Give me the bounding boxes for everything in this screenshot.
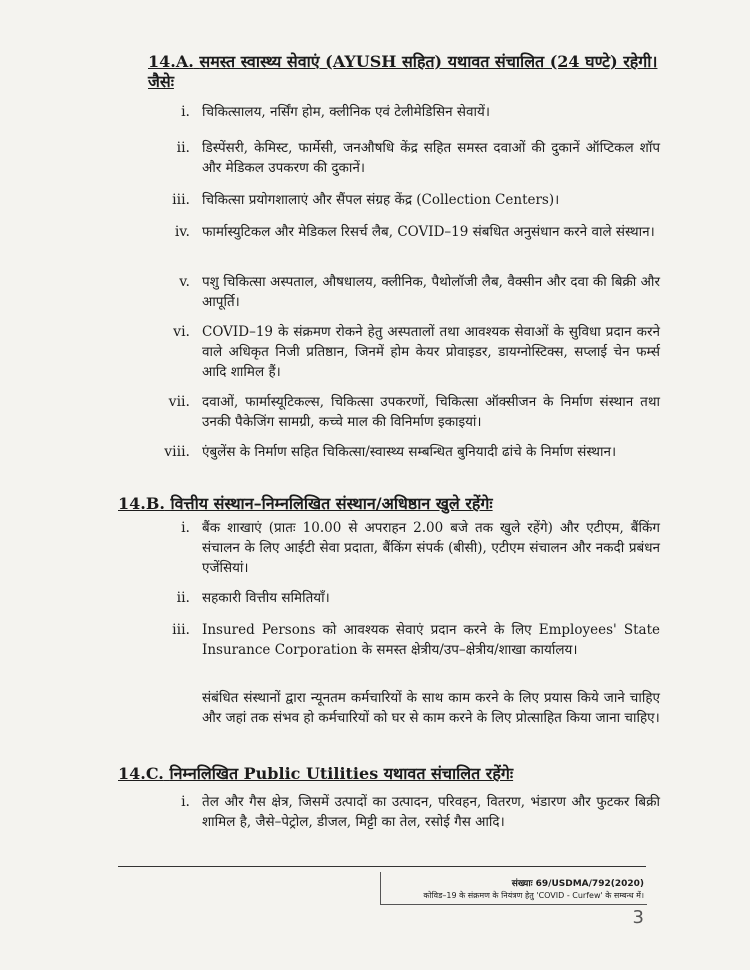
item-text: बैंक शाखाएं (प्रातः 10.00 से अपराहन 2.00 बजे तक खुले रहेंगे) और एटीएम, बैंकिंग संचालन के लिए आईटी सेवा प्रदाता, बैंकिंग संपर्क (बीसी), एटीएम संचालन और नकदी प्रबंधन एजेंसियां। bbox=[202, 520, 660, 576]
footer-divider bbox=[118, 866, 646, 867]
item-number: viii. bbox=[164, 444, 190, 460]
item-number: vi. bbox=[173, 324, 190, 340]
item-number: i. bbox=[181, 794, 190, 810]
item-text: चिकित्सा प्रयोगशालाएं और सैंपल संग्रह केंद्र (Collection Centers)। bbox=[202, 192, 560, 208]
section-title: वित्तीय संस्थान–निम्नलिखित संस्थान/अधिष्ठान खुले रहेंगेः bbox=[170, 494, 493, 513]
item-text: चिकित्सालय, नर्सिंग होम, क्लीनिक एवं टेलीमेडिसिन सेवायें। bbox=[202, 104, 490, 120]
section-title: समस्त स्वास्थ्य सेवाएं (AYUSH सहित) यथावत संचालित (24 घण्टे) रहेगी। bbox=[199, 52, 658, 71]
item-text: तेल और गैस क्षेत्र, जिसमें उत्पादों का उत्पादन, परिवहन, वितरण, भंडारण और फुटकर बिक्री शामिल है, जैसे–पेट्रोल, डीजल, मिट्टी का तेल, रसोई गैस आदि। bbox=[202, 794, 660, 830]
item-text: डिस्पेंसरी, केमिस्ट, फार्मेसी, जनऔषधि केंद्र सहित समस्त दवाओं की दुकानें ऑप्टिकल शॉप और मेडिकल उपकरण की दुकानें। bbox=[202, 140, 660, 176]
section-heading-14b bbox=[118, 492, 493, 514]
item-text: एंबुलेंस के निर्माण सहित चिकित्सा/स्वास्थ्य सम्बन्धित बुनियादी ढांचे के निर्माण संस्थान। bbox=[202, 444, 617, 460]
footer-reference: संख्याः 69/USDMA/792(2020) bbox=[511, 879, 644, 889]
item-number: iii. bbox=[172, 622, 190, 638]
item-number: iv. bbox=[174, 224, 190, 240]
footer-subject: कोविड–19 के संक्रमण के नियंत्रण हेतु 'COVID - Curfew' के सम्बन्ध में। bbox=[423, 891, 644, 900]
section-heading-14a bbox=[148, 50, 657, 72]
section-heading-14c bbox=[118, 762, 513, 784]
section-subheading: जैसेः bbox=[148, 72, 174, 91]
item-text: COVID–19 के संक्रमण रोकने हेतु अस्पतालों तथा आवश्यक सेवाओं के सुविधा प्रदान करने वाले अधिकृत निजी प्रतिष्ठान, जिनमें होम केयर प्रोवाइडर, डायग्नोस्टिक्स, सप्लाई चेन फर्म्स आदि शामिल हैं। bbox=[202, 324, 660, 380]
item-text: दवाओं, फार्मास्यूटिकल्स, चिकित्सा उपकरणों, चिकित्सा ऑक्सीजन के निर्माण संस्थान तथा उनकी पैकेजिंग सामग्री, कच्चे माल की विनिर्माण इकाइयां। bbox=[202, 394, 660, 430]
item-text: सहकारी वित्तीय समितियाँ। bbox=[202, 590, 330, 606]
item-number: v. bbox=[179, 274, 190, 290]
item-text: फार्मास्युटिकल और मेडिकल रिसर्च लैब, COVID–19 संबधित अनुसंधान करने वाले संस्थान। bbox=[202, 224, 655, 240]
item-number: i. bbox=[181, 520, 190, 536]
item-number: ii. bbox=[176, 140, 190, 156]
item-number: ii. bbox=[176, 590, 190, 606]
item-number: i. bbox=[181, 104, 190, 120]
section-number: 14.C. bbox=[118, 764, 164, 783]
section-note: संबंधित संस्थानों द्वारा न्यूनतम कर्मचारियों के साथ काम करने के लिए प्रयास किये जाने चाहिए और जहां तक संभव हो कर्मचारियों को घर से काम करने के लिए प्रोत्साहित किया जाना चाहिए। bbox=[202, 690, 660, 726]
section-title: निम्नलिखित Public Utilities यथावत संचालित रहेंगेः bbox=[169, 764, 514, 783]
item-text: पशु चिकित्सा अस्पताल, औषधालय, क्लीनिक, पैथोलॉजी लैब, वैक्सीन और दवा की बिक्री और आपूर्ति। bbox=[202, 274, 660, 310]
item-number: iii. bbox=[172, 192, 190, 208]
section-number: 14.A. bbox=[148, 52, 194, 71]
item-text: Insured Persons को आवश्यक सेवाएं प्रदान करने के लिए Employees' State Insurance Corporation के समस्त क्षेत्रीय/उप–क्षेत्रीय/शाखा कार्यालय। bbox=[202, 622, 660, 658]
page-number: 3 bbox=[632, 907, 644, 928]
section-number: 14.B. bbox=[118, 494, 165, 513]
item-number: vii. bbox=[168, 394, 190, 410]
